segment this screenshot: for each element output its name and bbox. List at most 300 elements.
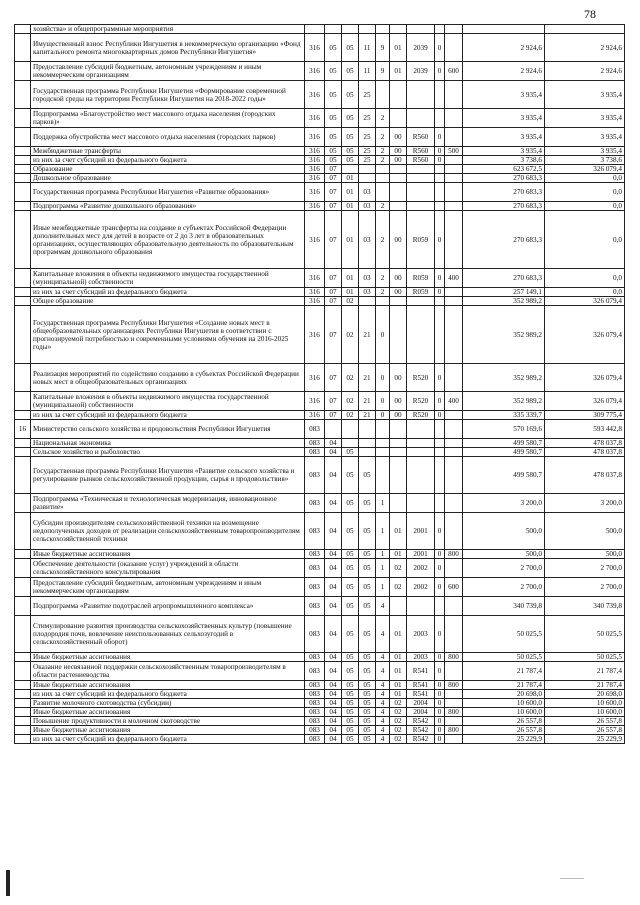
ministry-code-cell: 316 <box>305 211 325 269</box>
subsection-code-cell: 05 <box>342 662 359 681</box>
page-edge-mark <box>6 870 10 896</box>
sub-code-cell <box>435 183 445 202</box>
expense-type-code-cell <box>445 690 463 699</box>
section-code-cell: 07 <box>325 202 342 211</box>
subprogram-code-cell: 4 <box>376 597 390 616</box>
ministry-code-cell: 316 <box>305 81 325 109</box>
row-number-cell <box>15 128 31 147</box>
item-name-cell: из них за счет субсидий из федерального бюджета <box>31 288 305 297</box>
amount-year2-cell: 326 079,4 <box>545 364 625 392</box>
item-name-cell: Иные бюджетные ассигнования <box>31 708 305 717</box>
sub-code-cell: 0 <box>435 269 445 288</box>
ministry-code-cell: 316 <box>305 62 325 81</box>
event-code-cell: 00 <box>390 269 407 288</box>
amount-year1-cell: 500,0 <box>463 550 545 559</box>
expense-type-code-cell <box>445 448 463 457</box>
expense-type-code-cell <box>445 494 463 513</box>
subsection-code-cell: 05 <box>342 109 359 128</box>
sub-code-cell <box>435 494 445 513</box>
event-code-cell: 02 <box>390 559 407 578</box>
table-row <box>15 306 625 364</box>
section-code-cell: 04 <box>325 494 342 513</box>
direction-code-cell: R059 <box>407 211 435 269</box>
expense-type-code-cell <box>445 597 463 616</box>
section-code-cell: 04 <box>325 448 342 457</box>
subsection-code-cell: 05 <box>342 559 359 578</box>
sub-code-cell <box>435 165 445 174</box>
subprogram-code-cell <box>376 420 390 439</box>
direction-code-cell: R059 <box>407 288 435 297</box>
section-code-cell <box>325 420 342 439</box>
amount-year2-cell: 0,0 <box>545 288 625 297</box>
expense-type-code-cell: 400 <box>445 269 463 288</box>
amount-year1-cell: 352 989,2 <box>463 306 545 364</box>
amount-year2-cell: 340 739,8 <box>545 597 625 616</box>
program-code-cell: 03 <box>359 269 376 288</box>
subsection-code-cell: 05 <box>342 34 359 62</box>
subprogram-code-cell: 0 <box>376 411 390 420</box>
direction-code-cell: R059 <box>407 269 435 288</box>
amount-year2-cell: 593 442,8 <box>545 420 625 439</box>
event-code-cell: 01 <box>390 690 407 699</box>
sub-code-cell: 0 <box>435 550 445 559</box>
direction-code-cell: R520 <box>407 364 435 392</box>
subsection-code-cell <box>342 165 359 174</box>
amount-year2-cell: 26 557,8 <box>545 726 625 735</box>
amount-year2-cell: 2 700,0 <box>545 578 625 597</box>
expense-type-code-cell: 800 <box>445 708 463 717</box>
amount-year2-cell: 20 698,0 <box>545 690 625 699</box>
table-row <box>15 364 625 392</box>
amount-year1-cell: 623 672,5 <box>463 165 545 174</box>
amount-year2-cell <box>545 25 625 34</box>
expense-type-code-cell <box>445 109 463 128</box>
item-name-cell: хозяйства» и общепрограммные мероприятия <box>31 25 305 34</box>
ministry-code-cell: 083 <box>305 578 325 597</box>
table-row <box>15 25 625 34</box>
program-code-cell: 25 <box>359 147 376 156</box>
event-code-cell: 01 <box>390 616 407 653</box>
section-code-cell: 07 <box>325 306 342 364</box>
amount-year2-cell: 326 079,4 <box>545 392 625 411</box>
section-code-cell: 07 <box>325 411 342 420</box>
sub-code-cell: 0 <box>435 699 445 708</box>
amount-year1-cell: 270 683,3 <box>463 183 545 202</box>
amount-year1-cell: 270 683,3 <box>463 269 545 288</box>
budget-table <box>14 24 625 744</box>
program-code-cell: 05 <box>359 578 376 597</box>
expense-type-code-cell <box>445 735 463 744</box>
amount-year1-cell: 26 557,8 <box>463 726 545 735</box>
ministry-code-cell: 316 <box>305 147 325 156</box>
subprogram-code-cell: 4 <box>376 681 390 690</box>
sub-code-cell: 0 <box>435 717 445 726</box>
amount-year1-cell: 50 025,5 <box>463 653 545 662</box>
item-name-cell: Развитие молочного скотоводства (субсидии) <box>31 699 305 708</box>
subsection-code-cell: 05 <box>342 735 359 744</box>
subprogram-code-cell: 2 <box>376 128 390 147</box>
expense-type-code-cell <box>445 211 463 269</box>
event-code-cell: 00 <box>390 411 407 420</box>
table-row <box>15 411 625 420</box>
row-number-cell <box>15 269 31 288</box>
subprogram-code-cell: 1 <box>376 494 390 513</box>
ministry-code-cell: 316 <box>305 128 325 147</box>
subsection-code-cell: 05 <box>342 448 359 457</box>
table-row <box>15 183 625 202</box>
sub-code-cell <box>435 306 445 364</box>
expense-type-code-cell <box>445 165 463 174</box>
amount-year2-cell: 21 787,4 <box>545 681 625 690</box>
subprogram-code-cell: 1 <box>376 559 390 578</box>
event-code-cell <box>390 448 407 457</box>
event-code-cell: 01 <box>390 681 407 690</box>
table-row <box>15 165 625 174</box>
item-name-cell: из них за счет субсидий из федерального бюджета <box>31 735 305 744</box>
subsection-code-cell: 05 <box>342 653 359 662</box>
item-name-cell: Образование <box>31 165 305 174</box>
expense-type-code-cell <box>445 174 463 183</box>
subprogram-code-cell <box>376 25 390 34</box>
subprogram-code-cell: 0 <box>376 306 390 364</box>
row-number-cell <box>15 165 31 174</box>
subprogram-code-cell: 2 <box>376 288 390 297</box>
row-number-cell <box>15 662 31 681</box>
direction-code-cell: 2004 <box>407 708 435 717</box>
sub-code-cell <box>435 202 445 211</box>
event-code-cell: 00 <box>390 364 407 392</box>
event-code-cell <box>390 457 407 494</box>
subsection-code-cell: 05 <box>342 616 359 653</box>
amount-year2-cell: 0,0 <box>545 269 625 288</box>
ministry-code-cell: 316 <box>305 288 325 297</box>
amount-year1-cell: 270 683,3 <box>463 211 545 269</box>
sub-code-cell: 0 <box>435 559 445 578</box>
scan-artifact <box>560 878 584 879</box>
table-row <box>15 662 625 681</box>
amount-year2-cell: 2 924,6 <box>545 34 625 62</box>
subprogram-code-cell: 2 <box>376 156 390 165</box>
subsection-code-cell <box>342 420 359 439</box>
amount-year2-cell: 0,0 <box>545 211 625 269</box>
table-row <box>15 513 625 550</box>
event-code-cell: 00 <box>390 211 407 269</box>
item-name-cell: из них за счет субсидий из федерального бюджета <box>31 156 305 165</box>
subprogram-code-cell: 4 <box>376 699 390 708</box>
program-code-cell: 05 <box>359 699 376 708</box>
table-row <box>15 420 625 439</box>
expense-type-code-cell <box>445 364 463 392</box>
expense-type-code-cell: 800 <box>445 681 463 690</box>
section-code-cell: 07 <box>325 364 342 392</box>
direction-code-cell <box>407 306 435 364</box>
amount-year1-cell: 2 924,6 <box>463 34 545 62</box>
section-code-cell: 04 <box>325 708 342 717</box>
amount-year1-cell: 499 580,7 <box>463 448 545 457</box>
sub-code-cell: 0 <box>435 662 445 681</box>
section-code-cell: 04 <box>325 578 342 597</box>
amount-year1-cell: 21 787,4 <box>463 681 545 690</box>
item-name-cell: Иные бюджетные ассигнования <box>31 550 305 559</box>
sub-code-cell: 0 <box>435 411 445 420</box>
ministry-code-cell: 316 <box>305 109 325 128</box>
table-row <box>15 717 625 726</box>
expense-type-code-cell <box>445 411 463 420</box>
subsection-code-cell: 01 <box>342 288 359 297</box>
program-code-cell: 05 <box>359 494 376 513</box>
subprogram-code-cell <box>376 448 390 457</box>
subprogram-code-cell <box>376 81 390 109</box>
event-code-cell <box>390 25 407 34</box>
amount-year2-cell: 3 738,6 <box>545 156 625 165</box>
subprogram-code-cell: 0 <box>376 392 390 411</box>
amount-year1-cell: 50 025,5 <box>463 616 545 653</box>
direction-code-cell: 2004 <box>407 699 435 708</box>
section-code-cell: 04 <box>325 653 342 662</box>
ministry-code-cell: 316 <box>305 269 325 288</box>
direction-code-cell: R541 <box>407 662 435 681</box>
sub-code-cell <box>435 439 445 448</box>
program-code-cell: 21 <box>359 392 376 411</box>
row-number-cell <box>15 513 31 550</box>
section-code-cell: 07 <box>325 392 342 411</box>
subsection-code-cell: 05 <box>342 513 359 550</box>
sub-code-cell <box>435 420 445 439</box>
program-code-cell: 21 <box>359 364 376 392</box>
direction-code-cell <box>407 457 435 494</box>
program-code-cell: 21 <box>359 306 376 364</box>
table-row <box>15 708 625 717</box>
table-row <box>15 109 625 128</box>
expense-type-code-cell: 500 <box>445 147 463 156</box>
amount-year1-cell: 335 339,7 <box>463 411 545 420</box>
direction-code-cell <box>407 439 435 448</box>
ministry-code-cell: 316 <box>305 202 325 211</box>
sub-code-cell <box>435 448 445 457</box>
amount-year1-cell: 270 683,3 <box>463 202 545 211</box>
amount-year1-cell: 3 935,4 <box>463 109 545 128</box>
subsection-code-cell: 05 <box>342 81 359 109</box>
subprogram-code-cell: 0 <box>376 364 390 392</box>
sub-code-cell <box>435 457 445 494</box>
program-code-cell: 03 <box>359 288 376 297</box>
subsection-code-cell: 05 <box>342 690 359 699</box>
amount-year2-cell: 309 775,4 <box>545 411 625 420</box>
item-name-cell: Государственная программа Республики Ингушетия «Развитие образования» <box>31 183 305 202</box>
direction-code-cell: 2001 <box>407 550 435 559</box>
direction-code-cell <box>407 202 435 211</box>
row-number-cell <box>15 457 31 494</box>
expense-type-code-cell <box>445 128 463 147</box>
section-code-cell: 04 <box>325 735 342 744</box>
subprogram-code-cell <box>376 457 390 494</box>
table-row <box>15 616 625 653</box>
section-code-cell: 07 <box>325 269 342 288</box>
section-code-cell: 04 <box>325 550 342 559</box>
subprogram-code-cell <box>376 297 390 306</box>
expense-type-code-cell <box>445 559 463 578</box>
table-row <box>15 699 625 708</box>
subsection-code-cell: 05 <box>342 156 359 165</box>
event-code-cell: 01 <box>390 34 407 62</box>
item-name-cell: Имущественный взнос Республики Ингушетия в некоммерческую организацию «Фонд капитального ремонта многоквартирных домов Республики Ингушетия» <box>31 34 305 62</box>
program-code-cell: 05 <box>359 550 376 559</box>
page-number: 78 <box>584 7 596 21</box>
amount-year2-cell: 10 600,0 <box>545 699 625 708</box>
item-name-cell: Государственная программа Республики Ингушетия «Формирование современной городской среды на территории Республики Ингушетия на 2018-2022 годы» <box>31 81 305 109</box>
section-code-cell: 05 <box>325 81 342 109</box>
direction-code-cell: R520 <box>407 411 435 420</box>
item-name-cell: Министерство сельского хозяйства и продовольствия Республики Ингушетия <box>31 420 305 439</box>
expense-type-code-cell <box>445 288 463 297</box>
subprogram-code-cell: 1 <box>376 513 390 550</box>
subsection-code-cell <box>342 439 359 448</box>
sub-code-cell: 0 <box>435 681 445 690</box>
subprogram-code-cell: 4 <box>376 717 390 726</box>
item-name-cell: Государственная программа Республики Ингушетия «Развитие сельского хозяйства и регулирование рынков сельскохозяйственной продукции, сырья и продовольствия» <box>31 457 305 494</box>
program-code-cell <box>359 25 376 34</box>
table-row <box>15 597 625 616</box>
item-name-cell: из них за счет субсидий из федерального бюджета <box>31 411 305 420</box>
subsection-code-cell: 05 <box>342 708 359 717</box>
table-row <box>15 457 625 494</box>
amount-year2-cell: 50 025,5 <box>545 616 625 653</box>
sub-code-cell: 0 <box>435 708 445 717</box>
amount-year1-cell: 499 580,7 <box>463 439 545 448</box>
event-code-cell <box>390 81 407 109</box>
row-number-cell <box>15 147 31 156</box>
amount-year1-cell: 270 683,3 <box>463 174 545 183</box>
item-name-cell: Подпрограмма «Техническая и технологическая модернизация, инновационное развитие» <box>31 494 305 513</box>
expense-type-code-cell: 800 <box>445 550 463 559</box>
row-number-cell <box>15 411 31 420</box>
expense-type-code-cell <box>445 616 463 653</box>
section-code-cell: 05 <box>325 128 342 147</box>
ministry-code-cell <box>305 25 325 34</box>
subsection-code-cell: 05 <box>342 717 359 726</box>
row-number-cell <box>15 288 31 297</box>
program-code-cell: 05 <box>359 559 376 578</box>
amount-year1-cell: 570 169,6 <box>463 420 545 439</box>
event-code-cell <box>390 306 407 364</box>
row-number-cell <box>15 690 31 699</box>
section-code-cell: 04 <box>325 681 342 690</box>
direction-code-cell <box>407 165 435 174</box>
table-row <box>15 690 625 699</box>
item-name-cell: Обеспечение деятельности (оказание услуг) учреждений в области сельскохозяйственного консультирования <box>31 559 305 578</box>
ministry-code-cell: 083 <box>305 616 325 653</box>
section-code-cell: 04 <box>325 717 342 726</box>
amount-year2-cell: 0,0 <box>545 183 625 202</box>
amount-year2-cell: 3 935,4 <box>545 128 625 147</box>
amount-year1-cell: 25 229,9 <box>463 735 545 744</box>
item-name-cell: Подпрограмма «Благоустройство мест массового отдыха населения (городских парков)» <box>31 109 305 128</box>
amount-year2-cell: 0,0 <box>545 202 625 211</box>
table-row <box>15 174 625 183</box>
direction-code-cell: R560 <box>407 156 435 165</box>
amount-year1-cell: 3 935,4 <box>463 147 545 156</box>
program-code-cell <box>359 174 376 183</box>
amount-year1-cell: 352 989,2 <box>463 364 545 392</box>
row-number-cell <box>15 735 31 744</box>
amount-year1-cell: 21 787,4 <box>463 662 545 681</box>
event-code-cell: 01 <box>390 662 407 681</box>
row-number-cell <box>15 699 31 708</box>
direction-code-cell: R542 <box>407 735 435 744</box>
table-row <box>15 297 625 306</box>
ministry-code-cell: 083 <box>305 735 325 744</box>
item-name-cell: Реализация мероприятий по содействию созданию в субъектах Российской Федерации новых мест в общеобразовательных организациях <box>31 364 305 392</box>
amount-year2-cell: 0,0 <box>545 174 625 183</box>
amount-year2-cell: 478 037,8 <box>545 439 625 448</box>
direction-code-cell: R541 <box>407 681 435 690</box>
amount-year1-cell: 10 600,0 <box>463 708 545 717</box>
table-row <box>15 392 625 411</box>
amount-year2-cell: 3 935,4 <box>545 109 625 128</box>
subsection-code-cell: 05 <box>342 457 359 494</box>
subprogram-code-cell: 9 <box>376 62 390 81</box>
section-code-cell: 07 <box>325 183 342 202</box>
item-name-cell: Субсидии производителям сельскохозяйственной техники на возмещение недополученных доходов от реализации сельскохозяйственным товаропроизводителям сельскохозяйственной техники <box>31 513 305 550</box>
subsection-code-cell: 01 <box>342 269 359 288</box>
expense-type-code-cell <box>445 439 463 448</box>
section-code-cell: 04 <box>325 457 342 494</box>
direction-code-cell <box>407 297 435 306</box>
table-row <box>15 494 625 513</box>
section-code-cell: 07 <box>325 297 342 306</box>
program-code-cell: 05 <box>359 457 376 494</box>
program-code-cell: 05 <box>359 681 376 690</box>
amount-year2-cell: 50 025,5 <box>545 653 625 662</box>
program-code-cell <box>359 439 376 448</box>
ministry-code-cell: 316 <box>305 156 325 165</box>
row-number-cell <box>15 439 31 448</box>
expense-type-code-cell: 800 <box>445 726 463 735</box>
direction-code-cell: 2039 <box>407 34 435 62</box>
subsection-code-cell: 01 <box>342 174 359 183</box>
row-number-cell <box>15 392 31 411</box>
expense-type-code-cell <box>445 699 463 708</box>
table-row <box>15 653 625 662</box>
subprogram-code-cell: 4 <box>376 726 390 735</box>
amount-year1-cell: 20 698,0 <box>463 690 545 699</box>
item-name-cell: Дошкольное образование <box>31 174 305 183</box>
program-code-cell: 05 <box>359 653 376 662</box>
row-number-cell <box>15 174 31 183</box>
ministry-code-cell: 316 <box>305 364 325 392</box>
expense-type-code-cell <box>445 297 463 306</box>
item-name-cell: Поддержка обустройства мест массового отдыха населения (городских парков) <box>31 128 305 147</box>
event-code-cell: 01 <box>390 62 407 81</box>
event-code-cell <box>390 165 407 174</box>
item-name-cell: Стимулирование развития производства сельскохозяйственных культур (повышение плодородия почв, вовлечение неиспользованных сельхозугодий в сельскохозяйственный оборот) <box>31 616 305 653</box>
expense-type-code-cell: 800 <box>445 653 463 662</box>
expense-type-code-cell <box>445 457 463 494</box>
sub-code-cell <box>435 81 445 109</box>
row-number-cell <box>15 708 31 717</box>
subsection-code-cell: 05 <box>342 726 359 735</box>
direction-code-cell: 2003 <box>407 653 435 662</box>
amount-year1-cell: 499 580,7 <box>463 457 545 494</box>
table-row <box>15 269 625 288</box>
subsection-code-cell: 05 <box>342 699 359 708</box>
section-code-cell: 04 <box>325 699 342 708</box>
ministry-code-cell: 316 <box>305 411 325 420</box>
item-name-cell: Подпрограмма «Развитие подотраслей агропромышленного комплекса» <box>31 597 305 616</box>
amount-year1-cell: 10 600,0 <box>463 699 545 708</box>
ministry-code-cell: 316 <box>305 392 325 411</box>
amount-year1-cell: 340 739,8 <box>463 597 545 616</box>
